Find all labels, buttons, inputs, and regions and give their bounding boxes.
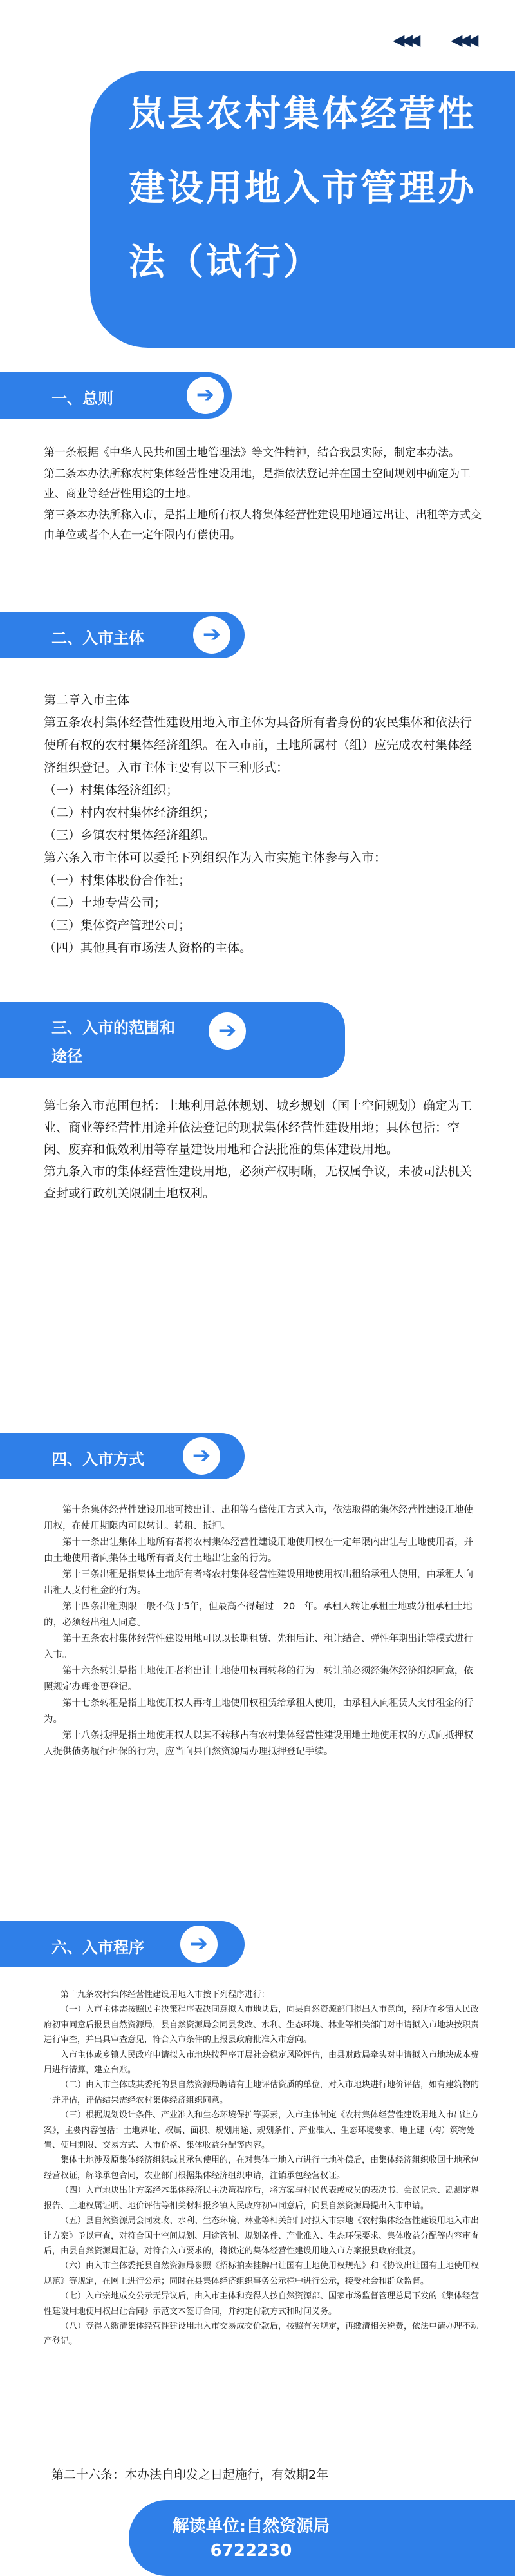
paragraph: 入市主体或乡镇人民政府申请拟入市地块按程序开展社会稳定风险评估，由县财政局牵头对申请拟入市地块成本费用进行清算，建立台账。 [44,2050,480,2076]
paragraph: 第二章入市主体 [44,693,130,707]
section-title: 六、入市程序 [52,1938,144,1956]
section-body-general [44,443,482,547]
paragraph: 第十五条农村集体经营性建设用地可以以长期租赁、先租后让、租让结合、弹性年期出让等模式进行入市。 [44,1634,473,1660]
paragraph: 第二条本办法所称农村集体经营性建设用地，是指依法登记并在国土空间规划中确定为工业、商业等经营性用途的土地。 [44,468,471,500]
paragraph: （三）根据规划设计条件、产业准入和生态环境保护等要素，入市主体制定《农村集体经营性建设用地入市出让方案》，主要内容包括：土地界址、权属、面积、规划用途、规划条件、产业准入、生态环境要求、地上建（构）筑物处置、使用期限、交易方式、入市价格、集体收益分配等内容。 [44,2110,480,2151]
paragraph: 第十八条抵押是指土地使用权人以其不转移占有农村集体经营性建设用地土地使用权的方式向抵押权人提供债务履行担保的行为，应当向县自然资源局办理抵押登记手续。 [44,1730,473,1757]
section-body-methods [44,1502,482,1760]
paragraph: （二）由入市主体或其委托的县自然资源局聘请有土地评估资质的单位，对入市地块进行地价评估，如有建筑物的一并评估，评估结果需经农村集体经济组织同意。 [44,2080,480,2105]
page-title: 岚县农村集体经营性建设用地入市管理办法（试行） [129,93,476,283]
paragraph: 集体土地涉及原集体经济组织或其承包使用的，在对集体土地入市进行土地补偿后，由集体经济组织收回土地承包经营权证，解除承包合同，农业部门根据集体经济组织申请，注销承包经营权证。 [44,2155,480,2181]
list-item: （一）村集体经济组织； [44,783,179,797]
list-item: （二）土地专营公司； [44,896,167,910]
list-item: （三）集体资产管理公司； [44,918,191,933]
section-header-market-entity [0,612,245,658]
paragraph: （八）竞得人缴清集体经营性建设用地入市交易成交价款后，按照有关规定，再缴清相关税费，依法申请办理不动产登记。 [44,2321,480,2347]
section-body-market-entity [44,689,482,960]
effective-date-article: 第二十六条：本办法自印发之日起施行，有效期2年 [52,2468,329,2482]
paragraph: （五）县自然资源局会同发改、水利、生态环境、林业等相关部门对拟入市宗地《农村集体经营性建设用地入市出让方案》予以审查，对符合国土空间规划、用途管制、规划条件、产业准入、生态环保要求、集体收益分配等内容审查后，由县自然资源局汇总，对符合入市要求的，将拟定的集体经营性建设用地入市方案报县政府批复。 [44,2216,480,2256]
paragraph: 第一条根据《中华人民共和国土地管理法》等文件精神，结合我县实际，制定本办法。 [44,446,460,459]
section-header-scope [0,1002,345,1078]
section-body-scope [44,1095,482,1204]
list-item: （一）村集体股份合作社； [44,873,191,887]
section-title: 一、总则 [52,390,113,408]
paragraph: 第九条入市的集体经营性建设用地，必须产权明晰，无权属争议，未被司法机关查封或行政机关限制土地权利。 [44,1164,473,1200]
list-item: （三）乡镇农村集体经济组织。 [44,828,216,842]
footer-content [129,2500,373,2576]
list-item: （二）村内农村集体经济组织； [44,806,216,820]
contact-phone: 6722230 [210,2541,292,2561]
section-title: 二、入市主体 [52,629,144,647]
paragraph: 第十四条出租期限一般不低于5年，但最高不得超过 20 年。承租人转让承租土地或分租承租土地的，必须经出租人同意。 [44,1602,473,1628]
paragraph: 第三条本办法所称入市，是指土地所有权人将集体经营性建设用地通过出让、出租等方式交由单位或者个人在一定年限内有偿使用。 [44,509,482,542]
paragraph: （七）入市宗地成交公示无异议后，由入市主体和竞得人按自然资源部、国家市场监督管理总局下发的《集体经营性建设用地使用权出让合同》示范文本签订合同，并约定付款方式和时间义务。 [44,2291,480,2316]
interpreting-unit: 解读单位:自然资源局 [172,2517,330,2536]
paragraph: 第五条农村集体经营性建设用地入市主体为具备所有者身份的农民集体和依法行使所有权的农村集体经济组织。在入市前，土地所属村（组）应完成农村集体经济组织登记。入市主体主要有以下三种形式： [44,715,473,775]
section-header-procedure [0,1921,245,1967]
paragraph: 第十六条转让是指土地使用者将出让土地使用权再转移的行为。转让前必须经集体经济组织同意，依照规定办理变更登记。 [44,1666,473,1692]
paragraph: 第十一条出让集体土地所有者将农村集体经营性建设用地使用权在一定年限内出让与土地使用者，并由土地使用者向集体土地所有者支付土地出让金的行为。 [44,1537,473,1564]
arrow-right-circle-icon: ➔ [183,1437,220,1475]
paragraph: （一）入市主体需按照民主决策程序表决同意拟入市地块后，向县自然资源部门提出入市意向，经所在乡镇人民政府初审同意后报县自然资源局，县自然资源局会同县发改、水利、生态环境、林业等相关部门对申请拟入市地块按职责进行审查，并出具审查意见，符合入市条件的上报县政府批准入市意向。 [44,2005,480,2045]
paragraph: 第六条入市主体可以委托下列组织作为入市实施主体参与入市： [44,851,387,865]
paragraph: （六）由入市主体委托县自然资源局参照《招标拍卖挂牌出让国有土地使用权规范》和《协议出让国有土地使用权规范》等规定，在网上进行公示；同时在县集体经济组织事务公示栏中进行公示，接受社会和群众监督。 [44,2261,480,2286]
footer-banner [129,2500,515,2576]
paragraph: 第十九条农村集体经营性建设用地入市按下列程序进行： [61,1990,270,2000]
decorative-arrows-right: ◀◀◀ [451,31,475,49]
arrow-right-circle-icon: ➔ [193,616,230,654]
section-body-procedure [44,1987,482,2349]
list-item: （四）其他具有市场法人资格的主体。 [44,941,252,955]
paragraph: 第十三条出租是指集体土地所有者将农村集体经营性建设用地使用权出租给承租人使用，由承租人向出租人支付租金的行为。 [44,1569,473,1596]
section-title: 三、入市的范围和途径 [52,1019,175,1065]
arrow-right-circle-icon: ➔ [187,377,224,414]
paragraph: 第十条集体经营性建设用地可按出让、出租等有偿使用方式入市，依法取得的集体经营性建设用地使用权，在使用期限内可以转让、转租、抵押。 [44,1505,473,1531]
paragraph: （四）入市地块出让方案经本集体经济民主决策程序后，将方案与村民代表或成员的表决书、会议记录、勘测定界报告、土地权属证明、地价评估等相关材料报乡镇人民政府初审同意后，向县自然资源局提出入市申请。 [44,2186,480,2211]
arrow-right-circle-icon: ➔ [180,1926,218,1963]
section-header-general [0,372,232,419]
arrow-right-circle-icon: ➔ [209,1012,246,1050]
paragraph: 第七条入市范围包括：土地利用总体规划、城乡规划（国土空间规划）确定为工业、商业等经营性用途并依法登记的现状集体经营性建设用地；具体包括：空闲、废弃和低效利用等存量建设用地和合法批准的集体建设用地。 [44,1099,473,1157]
section-header-methods [0,1433,245,1479]
paragraph: 第十七条转租是指土地使用权人再将土地使用权租赁给承租人使用，由承租人向租赁人支付租金的行为。 [44,1698,473,1725]
decorative-arrows-left: ◀◀◀ [393,31,417,49]
section-title: 四、入市方式 [52,1450,144,1468]
